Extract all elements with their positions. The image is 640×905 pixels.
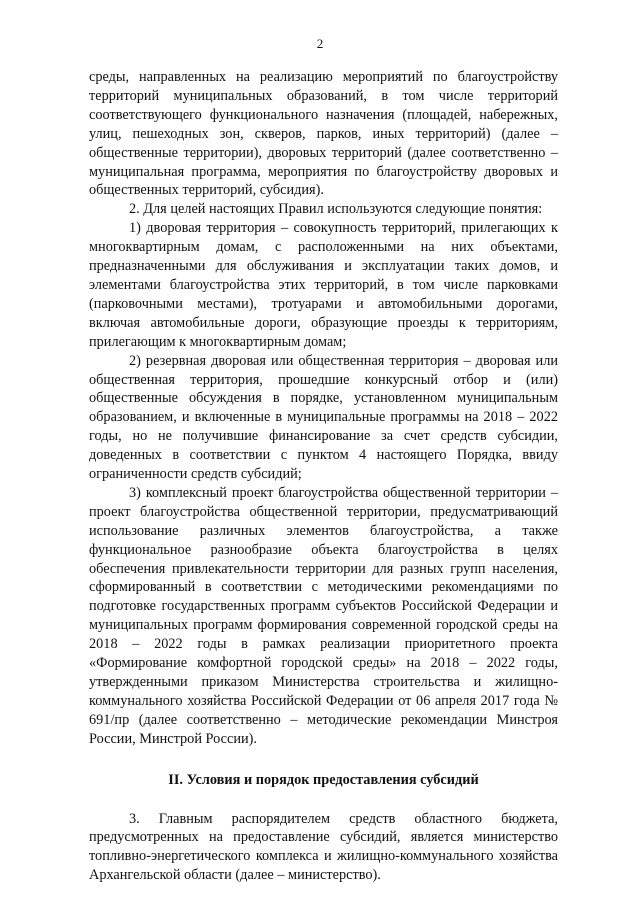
paragraph-item-2: 2. Для целей настоящих Правил используются следующие понятия:: [129, 201, 543, 218]
paragraph-item-3: 3. Главным распорядителем средств областного бюджета, предусмотренных на предоставление субсидий, является министерство топливно-энергетического комплекса и жилищно-коммунального хозяйства Архангельской области (далее – министерство).: [89, 810, 558, 884]
paragraph-definition-1: 1) дворовая территория – совокупность территорий, прилегающих к многоквартирным домам, с расположенными на них объектами, предназначенными для обслуживания и эксплуатации таких домов, и элементами благоустройства этих территорий, в том числе парковками (парковочными местами), тротуарами и автомобильными дорогами, включая автомобильные дороги, образующие проезды к территориям, прилегающим к многоквартирным домам;: [89, 220, 558, 350]
paragraph-intro-continuation: среды, направленных на реализацию мероприятий по благоустройству территорий муниципальных образований, в том числе территорий соответствующего функционального назначения (площадей, набережных, улиц, пешеходных зон, скверов, парков, иных территорий) (далее – общественные территории), дворовых территорий (далее соответственно – муниципальная программа, мероприятия по благоустройству дворовых и общественных территорий, субсидия).: [89, 69, 558, 199]
section-heading: II. Условия и порядок предоставления субсидий: [168, 771, 479, 788]
page-number: 2: [316, 36, 324, 51]
paragraph-definition-2: 2) резервная дворовая или общественная территория – дворовая или общественная территория, прошедшие конкурсный отбор и (или) общественные обсуждения в порядке, установленном муниципальным образованием, и включенные в муниципальные программы на 2018 – 2022 годы, но не получившие финансирование за счет средств субсидии, доведенных в соответствии с пунктом 4 настоящего Порядка, ввиду ограниченности средств субсидий;: [89, 352, 558, 483]
document-body: [89, 68, 558, 885]
paragraph-definition-3: 3) комплексный проект благоустройства общественной территории – проект благоустройства общественной территории, предусматривающий использование различных элементов благоустройства, а также функциональное разнообразие объекта благоустройства в целях обеспечения привлекательности территории для разных групп населения, сформированный в соответствии с методическими рекомендациями по подготовке государственных программ субъектов Российской Федерации и муниципальных программ формирования современной городской среды на 2018 – 2022 годы в рамках реализации приоритетного проекта «Формирование комфортной городской среды» на 2018 – 2022 годы, утвержденными приказом Министерства строительства и жилищно-коммунального хозяйства Российской Федерации от 06 апреля 2017 года № 691/пр (далее соответственно – методические рекомендации Минстроя России, Минстрой России).: [89, 484, 558, 747]
